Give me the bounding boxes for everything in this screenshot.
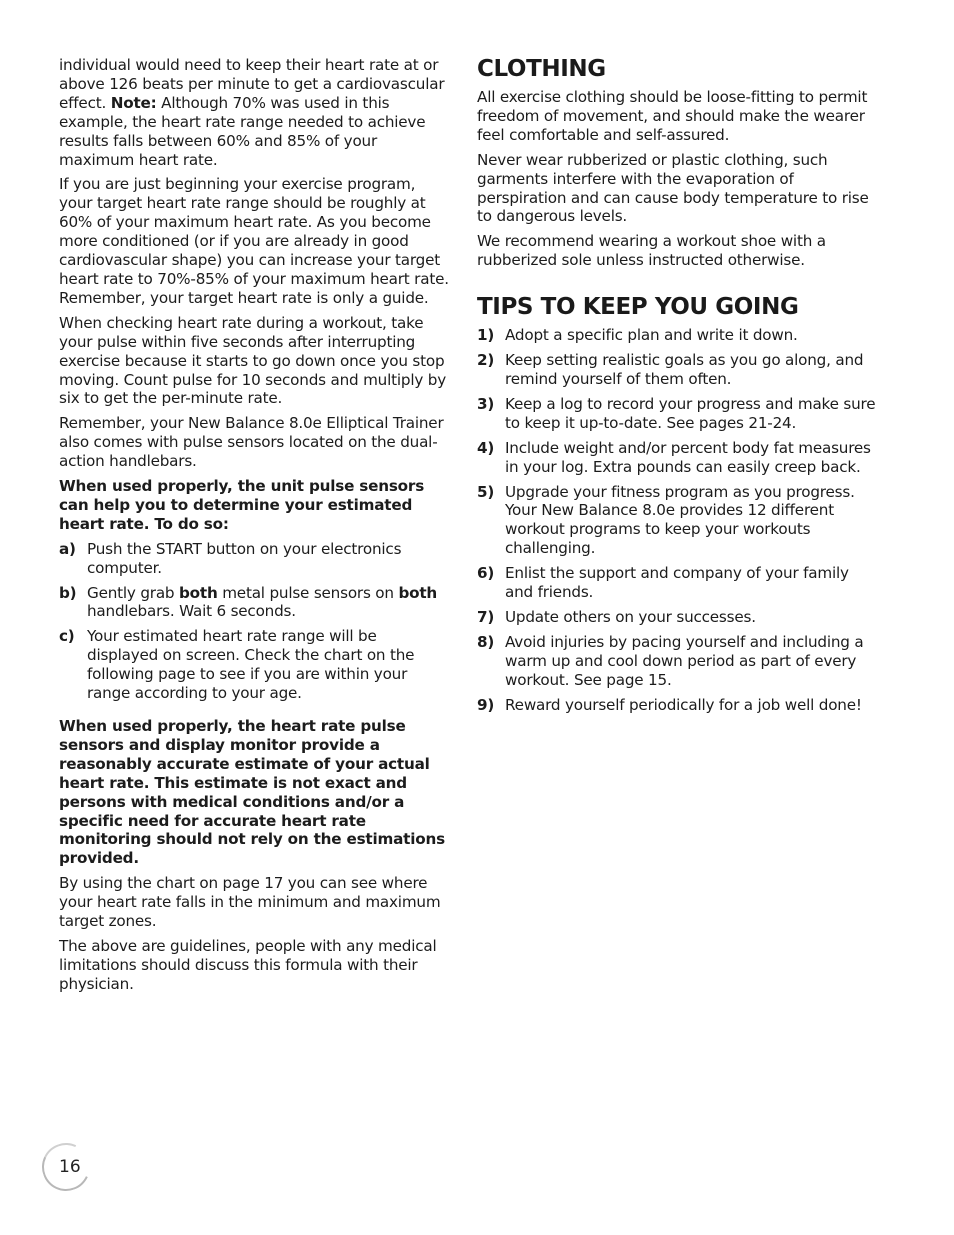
list-marker: c) — [59, 627, 75, 646]
list-item — [59, 540, 449, 578]
tip-text: Update others on your successes. — [505, 607, 756, 626]
tip-item — [477, 395, 877, 433]
tip-item — [477, 351, 877, 389]
list-item — [59, 627, 449, 703]
tip-item — [477, 483, 877, 559]
list-marker: b) — [59, 583, 77, 602]
paragraph-chart-reference: By using the chart on page 17 you can see where your heart rate falls in the minimum and maximum target zones. — [59, 874, 441, 931]
paragraph-guidelines: The above are guidelines, people with any medical limitations should discuss this formula with their physician. — [59, 936, 437, 993]
tip-marker: 9) — [477, 695, 495, 714]
paragraph-clothing-rubber: Never wear rubberized or plastic clothing, such garments interfere with the evaporation of perspiration and can cause body temperature to rise to dangerous levels. — [477, 150, 869, 226]
clothing-heading: CLOTHING — [477, 56, 606, 82]
tip-text: Reward yourself periodically for a job well done! — [505, 695, 862, 714]
tip-item — [477, 439, 877, 477]
tip-marker: 8) — [477, 632, 495, 651]
list-marker: a) — [59, 539, 76, 558]
tip-text: Keep a log to record your progress and make sure to keep it up-to-date. See pages 21-24. — [505, 394, 876, 432]
tip-item — [477, 326, 877, 345]
tip-text: Keep setting realistic goals as you go along, and remind yourself of them often. — [505, 351, 864, 388]
paragraph-clothing-fit: All exercise clothing should be loose-fitting to permit freedom of movement, and should make the wearer feel comfortable and self-assured. — [477, 88, 868, 144]
tip-text: Include weight and/or percent body fat measures in your log. Extra pounds can easily creep back. — [505, 438, 871, 476]
list-text: Gently grab both metal pulse sensors on both handlebars. Wait 6 seconds. — [87, 583, 438, 621]
page-number-badge — [42, 1143, 102, 1193]
tip-marker: 5) — [477, 482, 495, 501]
paragraph-target-range: individual would need to keep their heart rate at or above 126 beats per minute to get a cardiovascular effect. Note: Although 70% was used in this example, the heart rate range needed to achieve results falls between 60% and 85% of your maximum heart rate. — [59, 56, 445, 169]
tip-item — [477, 633, 877, 690]
paragraph-accuracy-warning: When used properly, the heart rate pulse sensors and display monitor provide a reasonably accurate estimate of your actual heart rate. This estimate is not exact and persons with medical conditions and/or a specific need for accurate heart rate monitoring should not rely on the estimations provided. — [59, 717, 445, 868]
paragraph-checking-pulse: When checking heart rate during a workout, take your pulse within five seconds after interrupting exercise because it starts to go down once you stop moving. Count pulse for 10 seconds and multiply by six to get the per-minute rate. — [59, 313, 447, 408]
right-column — [477, 56, 877, 720]
paragraph-pulse-sensors: Remember, your New Balance 8.0e Elliptical Trainer also comes with pulse sensors located on the dual-action handlebars. — [59, 414, 444, 471]
tip-text: Avoid injuries by pacing yourself and including a warm up and cool down period as part of every workout. See page 15. — [505, 632, 864, 689]
left-column — [59, 56, 449, 1000]
tip-item — [477, 696, 877, 715]
tip-text: Adopt a specific plan and write it down. — [505, 326, 798, 345]
tip-item — [477, 564, 877, 602]
tip-marker: 3) — [477, 394, 495, 413]
list-text: Your estimated heart rate range will be displayed on screen. Check the chart on the following page to see if you are within your range according to your age. — [87, 627, 415, 703]
tips-heading: TIPS TO KEEP YOU GOING — [477, 294, 799, 321]
tip-marker: 2) — [477, 351, 495, 370]
tip-marker: 6) — [477, 564, 495, 583]
paragraph-beginning: If you are just beginning your exercise program, your target heart rate range should be roughly at 60% of your maximum heart rate. As you become more conditioned (or if you are already in good cardiovascular shape) you can increase your target heart rate to 70%-85% of your maximum heart rate. Remember, your target heart rate is only a guide. — [59, 175, 449, 307]
tip-marker: 4) — [477, 438, 495, 457]
tip-text: Enlist the support and company of your family and friends. — [505, 564, 849, 602]
tip-text: Upgrade your fitness program as you progress. Your New Balance 8.0e provides 12 different workout programs to keep your workouts challenging. — [505, 482, 855, 558]
tip-item — [477, 608, 877, 627]
page-number: 16 — [59, 1157, 81, 1177]
paragraph-sensor-intro: When used properly, the unit pulse sensors can help you to determine your estimated heart rate. To do so: — [59, 477, 425, 533]
tip-marker: 1) — [477, 326, 495, 345]
tip-marker: 7) — [477, 607, 495, 626]
paragraph-clothing-shoes: We recommend wearing a workout shoe with a rubberized sole unless instructed otherwise. — [477, 232, 826, 270]
list-text: Push the START button on your electronics computer. — [87, 539, 402, 577]
list-item — [59, 584, 449, 622]
tips-list — [477, 326, 877, 714]
note-label: Note: — [110, 93, 157, 112]
